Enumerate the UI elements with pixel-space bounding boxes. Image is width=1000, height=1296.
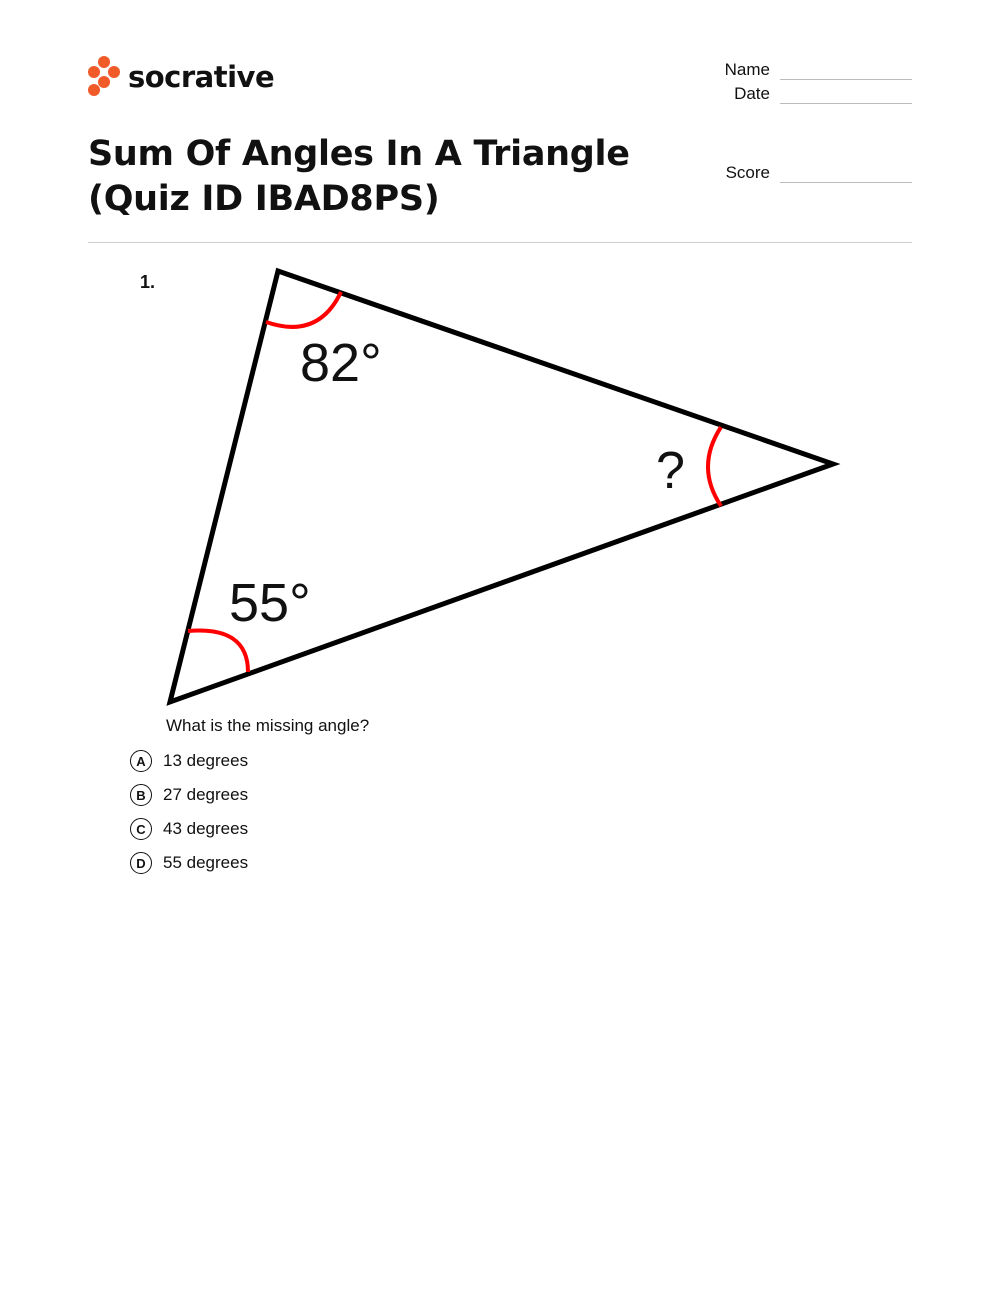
option-c-text: 43 degrees — [163, 819, 249, 838]
question-text: What is the missing angle? — [166, 716, 370, 735]
bottom-angle-label: 55° — [229, 573, 311, 633]
date-label: Date — [734, 84, 770, 103]
score-field[interactable] — [650, 163, 912, 183]
option-b[interactable] — [130, 778, 248, 812]
right-angle-arc — [708, 427, 721, 506]
name-label: Name — [724, 60, 770, 79]
option-a-bubble[interactable]: A — [130, 750, 152, 772]
bottom-angle-arc — [188, 631, 248, 672]
option-b-text: 27 degrees — [163, 785, 249, 804]
quiz-title — [88, 132, 688, 222]
triangle-shape — [170, 271, 833, 702]
missing-angle-label: ? — [656, 442, 685, 500]
option-a[interactable] — [130, 744, 248, 778]
option-a-text: 13 degrees — [163, 751, 249, 770]
option-c-bubble[interactable]: C — [130, 818, 152, 840]
option-c[interactable] — [130, 812, 248, 846]
brand-name: socrative — [128, 60, 275, 94]
score-label: Score — [725, 163, 770, 182]
answer-options — [130, 744, 248, 880]
option-d-text: 55 degrees — [163, 853, 249, 872]
option-d-bubble[interactable]: D — [130, 852, 152, 874]
quiz-title-line-1: Sum Of Angles In A Triangle — [88, 134, 630, 174]
name-field[interactable] — [650, 60, 912, 80]
header-divider — [88, 242, 912, 243]
date-field[interactable] — [650, 84, 912, 104]
name-line[interactable] — [780, 63, 912, 80]
logo-hexagon-icon — [88, 56, 120, 98]
quiz-title-line-2: (Quiz ID IBAD8PS) — [88, 179, 440, 219]
score-line[interactable] — [780, 166, 912, 183]
option-b-bubble[interactable]: B — [130, 784, 152, 806]
top-angle-label: 82° — [300, 333, 382, 393]
question-number: 1. — [140, 272, 156, 292]
top-angle-arc — [266, 292, 341, 327]
date-line[interactable] — [780, 87, 912, 104]
triangle-diagram — [150, 255, 850, 715]
socrative-logo — [88, 56, 274, 98]
option-d[interactable] — [130, 846, 248, 880]
